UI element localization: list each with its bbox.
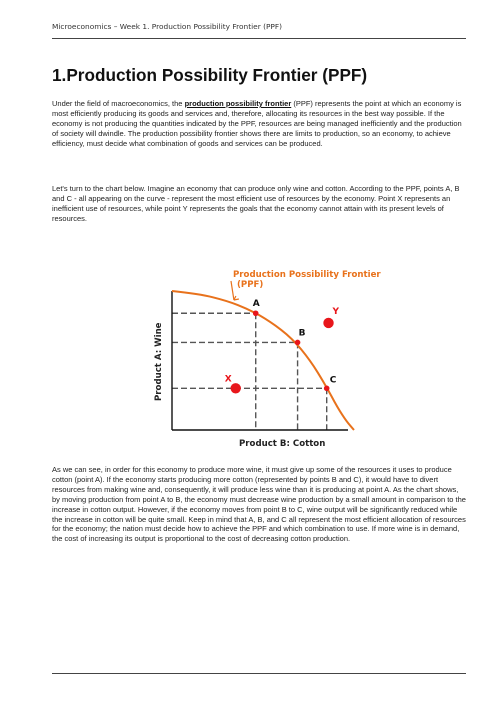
- point-label-y: Y: [332, 306, 340, 317]
- ppf-chart: [147, 259, 381, 453]
- point-b: [295, 340, 301, 346]
- explanation-paragraph: As we can see, in order for this economy to produce more wine, it must give up some of the resources it uses to produce cotton (point A). If the economy starts producing more cotton (represented by points B and C), it would have to divert resources from making wine and, consequently, it will produce less wine than it is producing at point A. As the chart shows, by moving production from point A to B, the economy must decrease wine production by a small amount in comparison to the increase in cotton output. However, if the economy moves from point B to C, wine output will be significantly reduced while the increase in cotton will be quite small. Keep in mind that A, B, and C all represent the most efficient allocation of resources for the economy; the nation must decide how to achieve the PPF and which combination to use. If more wine is in demand, the cost of increasing its output is proportional to the cost of decreasing cotton production.: [52, 465, 466, 544]
- point-c: [324, 386, 330, 392]
- point-a: [253, 310, 259, 316]
- intro-text-before: Under the field of macroeconomics, the: [52, 99, 185, 108]
- point-x: [231, 383, 241, 393]
- chart-intro-paragraph: Let's turn to the chart below. Imagine an economy that can produce only wine and cotton. According to the PPF, points A, B and C - all appearing on the curve - represent the most efficient use of resources by the economy. Point X represents an inefficient use of resources, while point Y represents the goals that the economy cannot attain with its present levels of resources.: [52, 184, 460, 223]
- intro-paragraph: [52, 99, 466, 149]
- chart-title-line-2: (PPF): [237, 280, 264, 290]
- point-label-b: B: [298, 328, 306, 339]
- running-header: Microeconomics – Week 1. Production Possibility Frontier (PPF): [52, 22, 283, 31]
- point-label-a: A: [252, 299, 260, 310]
- y-axis-label: Product A: Wine: [154, 322, 164, 401]
- point-y: [323, 318, 333, 328]
- point-label-x: X: [224, 374, 232, 385]
- point-label-c: C: [329, 375, 337, 386]
- intro-text-after: (PPF) represents the point at which an economy is most efficiently producing its goods and services and, therefore, allocating its resources in the best way possible. If the economy is not producing the quantities indicated by the PPF, resources are being managed inefficiently and the production of society will dwindle. The production possibility frontier shows there are limits to production, so an economy, to achieve efficiency, must decide what combination of goods and services can be produced.: [52, 99, 462, 148]
- header-rule: [52, 38, 466, 39]
- ppf-link[interactable]: production possibility frontier: [184, 99, 292, 108]
- footer-rule: [52, 673, 466, 674]
- page-title: 1.Production Possibility Frontier (PPF): [52, 65, 368, 85]
- x-axis-label: Product B: Cotton: [239, 439, 326, 449]
- chart-title-line-1: Production Possibility Frontier: [233, 270, 381, 280]
